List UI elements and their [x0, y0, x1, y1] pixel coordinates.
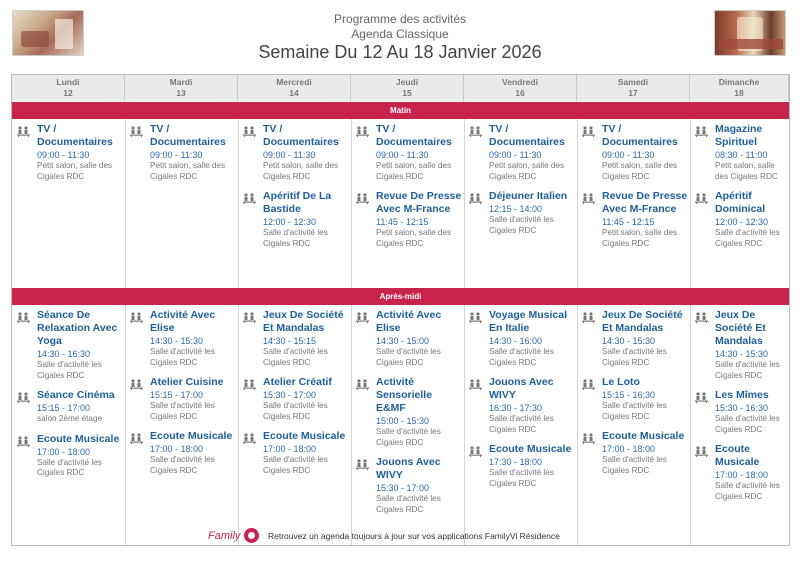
activity-time: 09:00 - 11:30: [489, 150, 542, 160]
activity-location: Salle d'activité les Cigales RDC: [602, 347, 667, 367]
activity-people-icon: [469, 310, 484, 321]
activity-time: 09:00 - 11:30: [602, 150, 655, 160]
activity-time: 14:30 - 16:00: [489, 336, 543, 346]
afternoon-column-vendredi: [465, 309, 576, 497]
activity-item[interactable]: [691, 190, 788, 249]
activity-time: 14:30 - 15:30: [602, 336, 656, 346]
activity-item[interactable]: [126, 309, 237, 368]
activity-location: Salle d'activité les Cigales RDC: [602, 401, 667, 421]
activity-time: 15:30 - 16:30: [715, 403, 769, 413]
activity-time: 09:00 - 11:30: [263, 150, 316, 160]
activity-title: Les Mîmes: [715, 389, 769, 401]
activity-people-icon: [356, 457, 371, 468]
activity-item[interactable]: [239, 190, 350, 249]
activity-time: 15:30 - 17:00: [263, 390, 317, 400]
agenda-type: Agenda Classique: [351, 27, 449, 41]
activity-people-icon: [356, 377, 371, 388]
familyvi-logo-text: Family: [208, 530, 241, 542]
day-number: 13: [176, 88, 186, 98]
activity-item[interactable]: [578, 190, 689, 249]
day-number: 14: [289, 88, 299, 98]
activity-title: Atelier Cuisine: [150, 376, 224, 388]
activity-location: Petit salon, salle des Cigales RDC: [150, 161, 226, 181]
activity-time: 11:45 - 12:15: [376, 217, 429, 227]
activity-item[interactable]: [465, 190, 576, 236]
program-heading: Programme des activités: [333, 12, 467, 26]
familyvi-logo-icon: [244, 528, 259, 543]
activity-people-icon: [243, 377, 258, 388]
activity-people-icon: [17, 434, 32, 445]
activity-title: TV / Documentaires: [489, 123, 565, 148]
day-name: Dimanche: [718, 77, 760, 87]
activity-people-icon: [17, 390, 32, 401]
activity-people-icon: [582, 310, 597, 321]
day-header-mardi: [125, 75, 238, 101]
activity-item[interactable]: [352, 309, 463, 368]
section-afternoon-band: Après-midi: [12, 288, 789, 305]
activity-people-icon: [356, 310, 371, 321]
activity-title: Jeux De Société Et Mandalas: [263, 309, 344, 334]
activity-people-icon: [582, 377, 597, 388]
activity-item[interactable]: [126, 430, 237, 476]
activity-title: TV / Documentaires: [37, 123, 113, 148]
day-number: 18: [734, 88, 744, 98]
activity-item[interactable]: [126, 123, 237, 182]
activity-title: TV / Documentaires: [602, 123, 678, 148]
activity-time: 15:30 - 17:00: [376, 483, 430, 493]
activity-time: 14:30 - 15:30: [150, 336, 204, 346]
activity-location: Salle d'activité les Cigales RDC: [376, 347, 441, 367]
activity-title: Ecoute Musicale: [602, 430, 685, 442]
activity-item[interactable]: [239, 123, 350, 182]
activity-people-icon: [695, 191, 710, 202]
activity-location: Salle d'activité les Cigales RDC: [150, 455, 215, 475]
activity-title: TV / Documentaires: [376, 123, 452, 148]
activity-time: 09:00 - 11:30: [150, 150, 203, 160]
activity-location: Salle d'activité les Cigales RDC: [489, 468, 554, 488]
activity-time: 09:00 - 11:30: [37, 150, 90, 160]
activity-people-icon: [695, 390, 710, 401]
activity-location: salon 2ème étage: [37, 414, 103, 423]
activity-people-icon: [469, 377, 484, 388]
activity-location: Salle d'activité les Cigales RDC: [263, 347, 328, 367]
day-name: Samedi: [617, 77, 649, 87]
day-name: Jeudi: [395, 77, 419, 87]
activity-location: Salle d'activité les Cigales RDC: [489, 215, 554, 235]
activity-item[interactable]: [465, 123, 576, 182]
activity-time: 17:00 - 18:00: [263, 444, 317, 454]
activity-title: Activité Avec Elise: [150, 309, 216, 334]
morning-column-dimanche: [691, 123, 788, 257]
activity-title: Ecoute Musicale: [150, 430, 233, 442]
activity-title: Ecoute Musicale: [37, 432, 120, 445]
activity-location: Petit salon, salle des Cigales RDC: [37, 161, 113, 181]
activity-people-icon: [243, 124, 258, 135]
activity-people-icon: [695, 444, 710, 455]
activity-title: Ecoute Musicale: [263, 430, 346, 442]
activity-location: Salle d'activité les Cigales RDC: [489, 414, 554, 434]
activity-item[interactable]: [239, 430, 350, 476]
day-header-samedi: [577, 75, 690, 101]
morning-column-mercredi: [239, 123, 350, 257]
day-number: 16: [515, 88, 525, 98]
activity-location: Salle d'activité les Cigales RDC: [715, 360, 780, 380]
activity-location: Salle d'activité les Cigales RDC: [376, 427, 441, 447]
activity-title: Voyage Musical En Italie: [489, 309, 568, 334]
activity-location: Petit salon, salle des Cigales RDC: [489, 161, 565, 181]
activity-title: Activité Avec Elise: [376, 309, 442, 334]
activity-people-icon: [130, 310, 145, 321]
day-header-jeudi: [351, 75, 464, 101]
activity-time: 12:15 - 14:00: [489, 204, 543, 214]
activity-item[interactable]: [691, 389, 788, 435]
activity-time: 08:30 - 11:00: [715, 150, 768, 160]
activity-item[interactable]: [465, 443, 576, 489]
day-name: Lundi: [56, 77, 80, 87]
section-morning-band: Matin: [12, 102, 789, 119]
activity-time: 15:15 - 16:30: [602, 390, 656, 400]
activity-item[interactable]: [13, 123, 124, 182]
activity-time: 12:00 - 12:30: [715, 217, 769, 227]
activity-people-icon: [130, 377, 145, 388]
activity-location: Petit salon, salle des Cigales RDC: [602, 161, 678, 181]
activity-people-icon: [695, 124, 710, 135]
activity-location: Petit salon, salle des Cigales RDC: [376, 161, 452, 181]
day-number: 15: [402, 88, 412, 98]
day-name: Mercredi: [276, 77, 312, 87]
activity-time: 14:30 - 15:00: [376, 336, 430, 346]
activity-location: Petit salon, salle des Cigales RDC: [715, 161, 778, 181]
activity-title: Séance Cinéma: [37, 389, 115, 401]
activity-people-icon: [130, 431, 145, 442]
activity-location: Petit salon, salle des Cigales RDC: [376, 228, 452, 248]
activity-title: Ecoute Musicale: [489, 443, 572, 455]
activity-title: Revue De Presse Avec M-France: [376, 190, 462, 215]
activity-title: Atelier Créatif: [263, 376, 332, 388]
afternoon-column-mardi: [126, 309, 237, 484]
activity-item[interactable]: [578, 309, 689, 368]
activity-title: TV / Documentaires: [150, 123, 226, 148]
activity-title: Jouons Avec WIVY: [489, 376, 554, 401]
activity-time: 11:45 - 12:15: [602, 217, 655, 227]
activity-item[interactable]: [465, 309, 576, 368]
activity-people-icon: [695, 310, 710, 321]
activity-people-icon: [243, 431, 258, 442]
activity-people-icon: [17, 124, 32, 135]
activity-people-icon: [582, 124, 597, 135]
activity-item[interactable]: [352, 456, 463, 515]
week-title: Semaine Du 12 Au 18 Janvier 2026: [258, 42, 542, 62]
activity-location: Salle d'activité les Cigales RDC: [489, 347, 554, 367]
activity-location: Salle d'activité les Cigales RDC: [376, 494, 441, 514]
afternoon-column-dimanche: [691, 309, 788, 510]
activity-item[interactable]: [126, 376, 237, 422]
activity-time: 17:30 - 18:00: [489, 457, 543, 467]
activity-title: Ecoute Musicale: [715, 443, 760, 468]
activity-location: Salle d'activité les Cigales RDC: [263, 455, 328, 475]
day-header-vendredi: [464, 75, 577, 101]
activity-title: Activité Sensorielle E&MF: [376, 376, 433, 414]
activity-time: 17:00 - 18:00: [602, 444, 656, 454]
activity-people-icon: [243, 191, 258, 202]
day-number: 12: [63, 88, 73, 98]
morning-column-vendredi: [465, 123, 576, 244]
activity-item[interactable]: [352, 190, 463, 249]
morning-column-jeudi: [352, 123, 463, 257]
activity-item[interactable]: [578, 123, 689, 182]
activity-people-icon: [469, 444, 484, 455]
activity-time: 15:15 - 17:00: [37, 403, 91, 413]
activity-time: 17:00 - 18:00: [715, 470, 769, 480]
activity-location: Salle d'activité les Cigales RDC: [715, 414, 780, 434]
activity-people-icon: [356, 191, 371, 202]
afternoon-column-samedi: [578, 309, 689, 484]
activity-title: Déjeuner Italien: [489, 190, 568, 202]
day-header-dimanche: [690, 75, 789, 101]
activity-title: Apéritif Dominical: [715, 190, 766, 215]
day-header-lundi: [12, 75, 125, 101]
activity-item[interactable]: [13, 309, 124, 381]
activity-location: Salle d'activité les Cigales RDC: [37, 457, 102, 477]
activity-location: Salle d'activité les Cigales RDC: [715, 481, 780, 501]
activity-people-icon: [243, 310, 258, 321]
morning-column-lundi: [13, 123, 124, 190]
footer-note: Retrouvez un agenda toujours à jour sur vos applications FamilyVi Résidence: [268, 531, 560, 541]
activity-location: Salle d'activité les Cigales RDC: [602, 455, 667, 475]
afternoon-column-lundi: [13, 309, 124, 487]
activity-item[interactable]: [691, 123, 788, 182]
activity-title: Jeux De Société Et Mandalas: [602, 309, 683, 334]
activity-item[interactable]: [352, 376, 463, 448]
weekly-agenda-grid: [11, 74, 790, 546]
afternoon-column-jeudi: [352, 309, 463, 523]
activity-title: Séance De Relaxation Avec Yoga: [37, 309, 118, 347]
activity-title: Apéritif De La Bastide: [263, 190, 332, 215]
activity-time: 09:00 - 11:30: [376, 150, 429, 160]
activity-location: Petit salon, salle des Cigales RDC: [602, 228, 678, 248]
activity-time: 14:30 - 15:15: [263, 336, 317, 346]
morning-column-mardi: [126, 123, 237, 190]
activity-time: 14:30 - 15:30: [715, 349, 769, 359]
day-number: 17: [628, 88, 638, 98]
activity-people-icon: [582, 431, 597, 442]
activity-title: Revue De Presse Avec M-France: [602, 190, 688, 215]
activity-title: Le Loto: [602, 376, 640, 388]
activity-people-icon: [469, 124, 484, 135]
activity-time: 14:30 - 16:30: [37, 349, 91, 359]
day-name: Mardi: [169, 77, 193, 87]
activity-people-icon: [582, 191, 597, 202]
activity-item[interactable]: [578, 430, 689, 476]
activity-location: Salle d'activité les Cigales RDC: [150, 401, 215, 421]
activity-title: Jeux De Société Et Mandalas: [715, 309, 766, 347]
activity-time: 15:15 - 17:00: [150, 390, 204, 400]
activity-people-icon: [356, 124, 371, 135]
activity-people-icon: [130, 124, 145, 135]
activity-location: Salle d'activité les Cigales RDC: [263, 228, 328, 248]
activity-location: Salle d'activité les Cigales RDC: [37, 360, 102, 380]
activity-time: 17:00 - 18:00: [37, 446, 91, 457]
activity-title: TV / Documentaires: [263, 123, 339, 148]
morning-column-samedi: [578, 123, 689, 257]
activity-item[interactable]: [239, 376, 350, 422]
activity-item[interactable]: [578, 376, 689, 422]
activity-item[interactable]: [13, 389, 124, 425]
activity-title: Jouons Avec WIVY: [376, 456, 441, 481]
day-header-mercredi: [238, 75, 351, 101]
activity-item[interactable]: [352, 123, 463, 182]
activity-time: 12:00 - 12:30: [263, 217, 317, 227]
activity-time: 16:30 - 17:30: [489, 403, 543, 413]
activity-people-icon: [17, 310, 32, 321]
activity-item[interactable]: [239, 309, 350, 368]
activity-location: Petit salon, salle des Cigales RDC: [263, 161, 339, 181]
activity-location: Salle d'activité les Cigales RDC: [263, 401, 328, 421]
activity-item[interactable]: [465, 376, 576, 435]
activity-people-icon: [469, 191, 484, 202]
activity-location: Salle d'activité les Cigales RDC: [715, 228, 780, 248]
activity-title: Magazine Spirituel: [715, 123, 763, 148]
activity-item[interactable]: [13, 433, 124, 479]
activity-location: Salle d'activité les Cigales RDC: [150, 347, 215, 367]
afternoon-column-mercredi: [239, 309, 350, 484]
activity-time: 17:00 - 18:00: [150, 444, 204, 454]
activity-time: 15:00 - 15:30: [376, 416, 430, 426]
activity-item[interactable]: [691, 443, 788, 502]
activity-item[interactable]: [691, 309, 788, 381]
day-name: Vendredi: [502, 77, 538, 87]
